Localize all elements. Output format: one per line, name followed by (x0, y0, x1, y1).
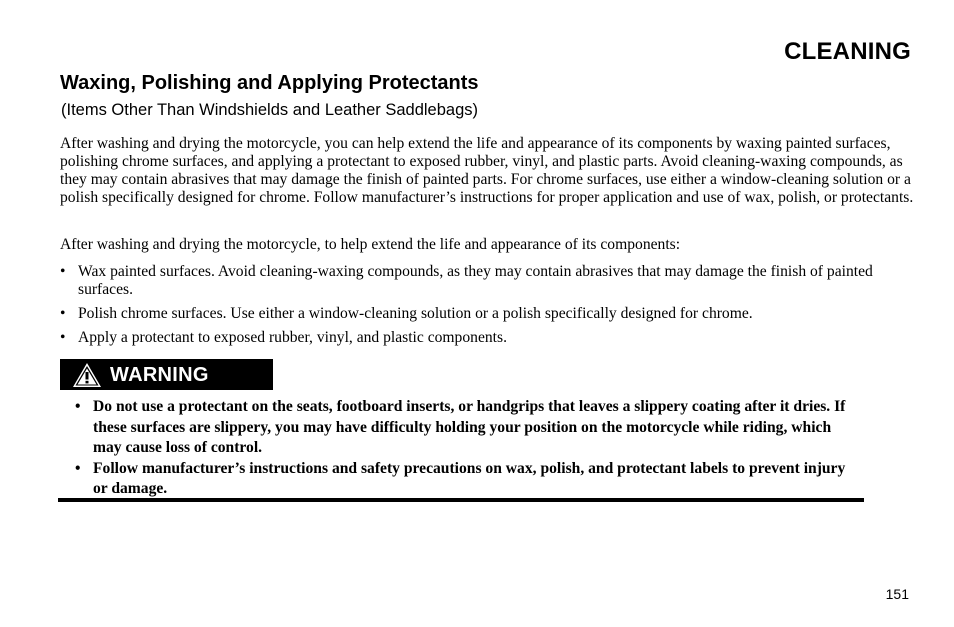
steps-intro-paragraph: After washing and drying the motorcycle, to help extend the life and appearance of its components: (60, 236, 681, 253)
warning-list (75, 397, 855, 500)
bullet-marker: • (60, 263, 66, 280)
steps-list (60, 263, 918, 353)
bullet-marker: • (75, 459, 81, 477)
bullet-marker: • (60, 329, 66, 346)
list-item-text: Polish chrome surfaces. Use either a window-cleaning solution or a polish specifically designed for chrome. (78, 305, 753, 322)
page-heading: Waxing, Polishing and Applying Protectants (60, 72, 479, 94)
list-item (60, 263, 918, 299)
list-item-text: Apply a protectant to exposed rubber, vinyl, and plastic components. (78, 329, 507, 346)
warning-divider (58, 498, 864, 502)
intro-paragraph: After washing and drying the motorcycle, you can help extend the life and appearance of its components by waxing painted surfaces, polishing chrome surfaces, and applying a protectant to exposed rubber, vinyl, and plastic parts. Avoid cleaning-waxing compounds, as they may contain abrasives that may damage the finish of painted parts. For chrome surfaces, use either a window-cleaning solution or a polish specifically designed for chrome. Follow manufacturer’s instructions for proper application and use of wax, polish, or protectants. (60, 135, 914, 206)
list-item-text: Wax painted surfaces. Avoid cleaning-waxing compounds, as they may contain abrasives that may damage the finish of painted surfaces. (78, 263, 873, 298)
list-item (75, 459, 855, 500)
bullet-marker: • (75, 398, 81, 415)
page-subheading: (Items Other Than Windshields and Leather Saddlebags) (61, 101, 479, 119)
warning-item-text: Do not use a protectant on the seats, footboard inserts, or handgrips that leaves a slippery coating after it dries. If these surfaces are slippery, you may have difficulty holding your position on the motorcycle while riding, which may cause loss of control. (93, 398, 846, 456)
warning-label: WARNING (110, 363, 209, 386)
list-item (60, 305, 918, 323)
list-item (60, 329, 918, 347)
section-title: CLEANING (784, 38, 911, 65)
warning-item-text: Follow manufacturer’s instructions and safety precautions on wax, polish, and protectant labels to prevent injury or damage. (93, 459, 846, 497)
bullet-marker: • (60, 305, 66, 322)
warning-banner (60, 359, 273, 390)
warning-triangle-icon (72, 362, 102, 388)
list-item (75, 397, 855, 459)
page-number: 151 (885, 586, 909, 602)
